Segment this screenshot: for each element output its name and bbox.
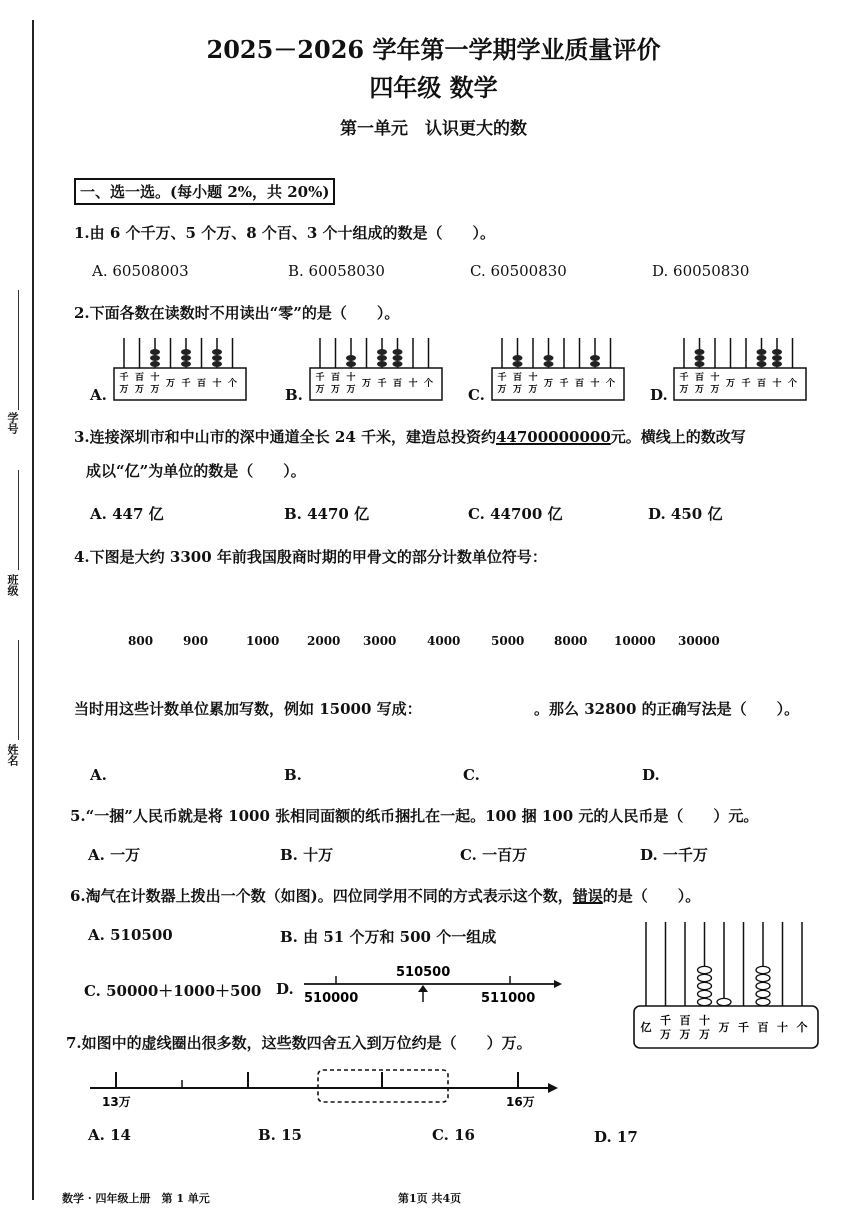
- q6-stem-part1: 6.淘气在计数器上拨出一个数（如图)。四位同学用不同的方式表示这个数，: [70, 887, 573, 905]
- q4-number-1000: 1000: [246, 634, 280, 648]
- abacus-place-label: 万: [528, 385, 538, 395]
- abacus-place-label: 万: [119, 385, 129, 395]
- q1-option-a[interactable]: A. 60508003: [92, 262, 189, 280]
- abacus-bead: [513, 355, 523, 361]
- q6-stem-error-word: 错误: [572, 887, 603, 905]
- abacus-place-label: 百: [756, 379, 767, 389]
- q1-option-c[interactable]: C. 60500830: [470, 262, 567, 280]
- q7-number-line: [86, 1064, 566, 1114]
- binding-margin-line: [32, 20, 34, 1200]
- q4-number-900: 900: [183, 634, 209, 648]
- abacus-place-label: 个: [423, 379, 434, 389]
- abacus-place-label: 十: [772, 379, 782, 389]
- abacus-place-label: 万: [679, 385, 689, 395]
- abacus-bead: [544, 355, 554, 361]
- abacus-place-label: 万: [134, 385, 145, 395]
- abacus-place-label: 个: [227, 379, 238, 389]
- abacus-place-label: 万: [710, 385, 720, 395]
- q3-stem-part1: 3.连接深圳市和中山市的深中通道全长 24 千米，建造总投资约: [74, 428, 496, 446]
- abacus-bead: [695, 349, 705, 355]
- abacus-place-label: 百: [330, 373, 341, 383]
- abacus-bead: [698, 990, 712, 997]
- abacus-place-label: 个: [787, 379, 798, 389]
- abacus-place-label: 个: [796, 1021, 808, 1034]
- abacus-place-label: 万: [150, 385, 160, 395]
- xuehao-rule: [18, 290, 19, 410]
- abacus-place-label: 十: [408, 379, 418, 389]
- abacus-bead: [698, 974, 712, 981]
- abacus-bead: [590, 361, 600, 367]
- abacus-place-label: 万: [497, 385, 507, 395]
- abacus-bead: [757, 361, 767, 367]
- banji-rule: [18, 470, 19, 570]
- abacus-bead: [756, 974, 770, 981]
- abacus-place-label: 十: [590, 379, 600, 389]
- q6-stem: [70, 885, 700, 906]
- q6-option-a[interactable]: A. 510500: [88, 926, 173, 944]
- abacus-bead: [377, 361, 387, 367]
- abacus-bead: [377, 355, 387, 361]
- abacus-place-label: 万: [679, 1028, 691, 1041]
- q2-abacus-d: [672, 336, 812, 404]
- abacus-place-label: 百: [134, 373, 145, 383]
- abacus-bead: [756, 966, 770, 973]
- abacus-bead: [757, 349, 767, 355]
- abacus-bead: [756, 998, 770, 1005]
- q4-number-2000: 2000: [307, 634, 341, 648]
- q3-stem-part2: 元。横线上的数改写: [610, 428, 746, 446]
- abacus-place-label: 百: [392, 379, 403, 389]
- q4-line2-part2: 。那么 32800 的正确写法是（ ）。: [534, 700, 800, 718]
- abacus-place-label: 千: [559, 379, 569, 389]
- abacus-place-label: 万: [543, 379, 554, 389]
- abacus-place-label: 千: [181, 379, 191, 389]
- q3-stem-line2: 成以“亿”为单位的数是（ ）。: [86, 462, 306, 480]
- abacus-place-label: 万: [330, 385, 341, 395]
- abacus-place-label: 百: [757, 1021, 769, 1034]
- abacus-bead: [772, 349, 782, 355]
- abacus-place-label: 十: [777, 1021, 788, 1034]
- abacus-frame: [310, 368, 442, 400]
- abacus-bead: [544, 361, 554, 367]
- q3-stem: [74, 426, 746, 447]
- abacus-place-label: 万: [512, 385, 523, 395]
- abacus-place-label: 千: [119, 373, 129, 383]
- abacus-place-label: 十: [710, 373, 720, 383]
- abacus-place-label: 万: [346, 385, 356, 395]
- q2-label-d[interactable]: D.: [650, 386, 668, 404]
- abacus-bead: [181, 361, 191, 367]
- q6-number-line: [296, 958, 566, 1008]
- abacus-place-label: 十: [699, 1014, 710, 1027]
- q4-number-4000: 4000: [427, 634, 461, 648]
- q5-option-d[interactable]: D. 一千万: [640, 846, 708, 864]
- abacus-place-label: 百: [574, 379, 585, 389]
- abacus-bead: [756, 982, 770, 989]
- abacus-place-label: 十: [150, 373, 160, 383]
- abacus-place-label: 百: [694, 373, 705, 383]
- q7-option-a[interactable]: A. 14: [88, 1126, 131, 1144]
- q2-label-c[interactable]: C.: [468, 386, 485, 404]
- exam-title: 2025－2026 学年第一学期学业质量评价: [206, 35, 661, 64]
- abacus-bead: [590, 355, 600, 361]
- abacus-place-label: 千: [315, 373, 325, 383]
- q5-option-c[interactable]: C. 一百万: [460, 846, 528, 864]
- q6-option-b[interactable]: B. 由 51 个万和 500 个一组成: [280, 928, 497, 946]
- exam-subtitle: 四年级 数学: [369, 73, 498, 102]
- q6-stem-part2: 的是（ ）。: [602, 887, 701, 905]
- banji-label: 班级: [6, 574, 19, 596]
- abacus-frame: [492, 368, 624, 400]
- q6-option-d[interactable]: D.: [276, 980, 294, 998]
- abacus-place-label: 万: [660, 1028, 671, 1041]
- q2-abacus-b: [308, 336, 448, 404]
- abacus-bead: [393, 361, 403, 367]
- q2-label-a[interactable]: A.: [90, 386, 107, 404]
- q4-number-8000: 8000: [554, 634, 588, 648]
- footer-book: 数学 · 四年级上册 第 1 单元: [62, 1192, 210, 1205]
- abacus-place-label: 万: [725, 379, 736, 389]
- q7-right-label: 16万: [506, 1095, 535, 1109]
- abacus-bead: [181, 349, 191, 355]
- q1-option-d[interactable]: D. 60050830: [652, 262, 750, 280]
- q6-line-mid: 510500: [396, 965, 451, 980]
- xingming-label: 姓名: [6, 744, 19, 766]
- abacus-place-label: 万: [165, 379, 176, 389]
- q4-option-a[interactable]: A.: [90, 766, 107, 784]
- abacus-frame: [114, 368, 246, 400]
- abacus-bead: [212, 361, 222, 367]
- unit-title: 第一单元 认识更大的数: [340, 119, 527, 139]
- xingming-rule: [18, 640, 19, 740]
- q7-option-d[interactable]: D. 17: [594, 1128, 638, 1146]
- abacus-place-label: 万: [361, 379, 372, 389]
- q4-line2-part1: 当时用这些计数单位累加写数，例如 15000 写成：: [74, 700, 422, 718]
- abacus-place-label: 千: [741, 379, 751, 389]
- q7-left-label: 13万: [102, 1095, 131, 1109]
- abacus-place-label: 万: [694, 385, 705, 395]
- abacus-place-label: 百: [679, 1014, 691, 1027]
- abacus-bead: [346, 361, 356, 367]
- q6-line-right: 511000: [481, 991, 536, 1006]
- abacus-bead: [772, 361, 782, 367]
- section-heading: 一、选一选。(每小题 2%，共 20%): [74, 178, 335, 205]
- abacus-bead: [698, 998, 712, 1005]
- q4-number-3000: 3000: [363, 634, 397, 648]
- abacus-place-label: 千: [738, 1021, 749, 1034]
- xuehao-label: 学号: [6, 412, 19, 434]
- q4-number-30000: 30000: [678, 634, 720, 648]
- q4-stem: 4.下图是大约 3300 年前我国殷商时期的甲骨文的部分计数单位符号：: [74, 548, 547, 566]
- abacus-place-label: 百: [512, 373, 523, 383]
- q4-number-800: 800: [128, 634, 154, 648]
- abacus-bead: [393, 349, 403, 355]
- abacus-place-label: 个: [605, 379, 616, 389]
- q3-option-a[interactable]: A. 447 亿: [90, 505, 164, 523]
- q5-stem: 5.“一捆”人民币就是将 1000 张相同面额的纸币捆扎在一起。100 捆 100 元的人民币是（ ）元。: [70, 807, 759, 825]
- abacus-bead: [393, 355, 403, 361]
- abacus-place-label: 千: [660, 1014, 671, 1027]
- q3-amount: 44700000000: [495, 428, 611, 446]
- abacus-place-label: 千: [679, 373, 689, 383]
- q4-number-10000: 10000: [614, 634, 656, 648]
- q1-option-b[interactable]: B. 60058030: [288, 262, 385, 280]
- q3-option-b[interactable]: B. 4470 亿: [284, 505, 370, 523]
- q6-abacus: [632, 920, 822, 1052]
- abacus-place-label: 万: [699, 1028, 710, 1041]
- q3-option-c[interactable]: C. 44700 亿: [468, 505, 563, 523]
- abacus-place-label: 万: [315, 385, 325, 395]
- abacus-bead: [695, 355, 705, 361]
- q5-option-b[interactable]: B. 十万: [280, 846, 334, 864]
- q4-option-b[interactable]: B.: [284, 766, 302, 784]
- q7-stem: 7.如图中的虚线圈出很多数，这些数四舍五入到万位约是（ ）万。: [66, 1034, 532, 1052]
- abacus-bead: [698, 966, 712, 973]
- abacus-place-label: 十: [212, 379, 222, 389]
- footer-page: 第1页 共4页: [398, 1192, 462, 1205]
- q2-label-b[interactable]: B.: [285, 386, 303, 404]
- q7-option-c[interactable]: C. 16: [432, 1126, 475, 1144]
- abacus-frame: [674, 368, 806, 400]
- abacus-bead: [717, 998, 731, 1005]
- abacus-place-label: 万: [718, 1021, 730, 1034]
- q7-option-b[interactable]: B. 15: [258, 1126, 302, 1144]
- q2-abacus-a: [112, 336, 252, 404]
- abacus-place-label: 亿: [640, 1021, 652, 1034]
- q1-stem: 1.由 6 个千万、5 个万、8 个百、3 个十组成的数是（ ）。: [74, 224, 496, 242]
- q4-number-5000: 5000: [491, 634, 525, 648]
- q4-option-d[interactable]: D.: [642, 766, 660, 784]
- q3-option-d[interactable]: D. 450 亿: [648, 505, 723, 523]
- abacus-bead: [181, 355, 191, 361]
- abacus-bead: [150, 349, 160, 355]
- q6-line-left: 510000: [304, 991, 359, 1006]
- abacus-bead: [695, 361, 705, 367]
- q5-option-a[interactable]: A. 一万: [88, 846, 141, 864]
- abacus-bead: [377, 349, 387, 355]
- abacus-bead: [212, 349, 222, 355]
- abacus-bead: [513, 361, 523, 367]
- abacus-bead: [212, 355, 222, 361]
- abacus-bead: [757, 355, 767, 361]
- q4-option-c[interactable]: C.: [463, 766, 480, 784]
- abacus-bead: [150, 361, 160, 367]
- abacus-place-label: 千: [497, 373, 507, 383]
- q2-abacus-c: [490, 336, 630, 404]
- abacus-place-label: 十: [346, 373, 356, 383]
- abacus-bead: [150, 355, 160, 361]
- abacus-bead: [772, 355, 782, 361]
- abacus-place-label: 十: [528, 373, 538, 383]
- q2-stem: 2.下面各数在读数时不用读出“零”的是（ ）。: [74, 304, 400, 322]
- abacus-bead: [346, 355, 356, 361]
- abacus-place-label: 千: [377, 379, 387, 389]
- abacus-bead: [698, 982, 712, 989]
- abacus-place-label: 百: [196, 379, 207, 389]
- q6-option-c[interactable]: C. 50000＋1000＋500: [84, 982, 262, 1000]
- abacus-bead: [756, 990, 770, 997]
